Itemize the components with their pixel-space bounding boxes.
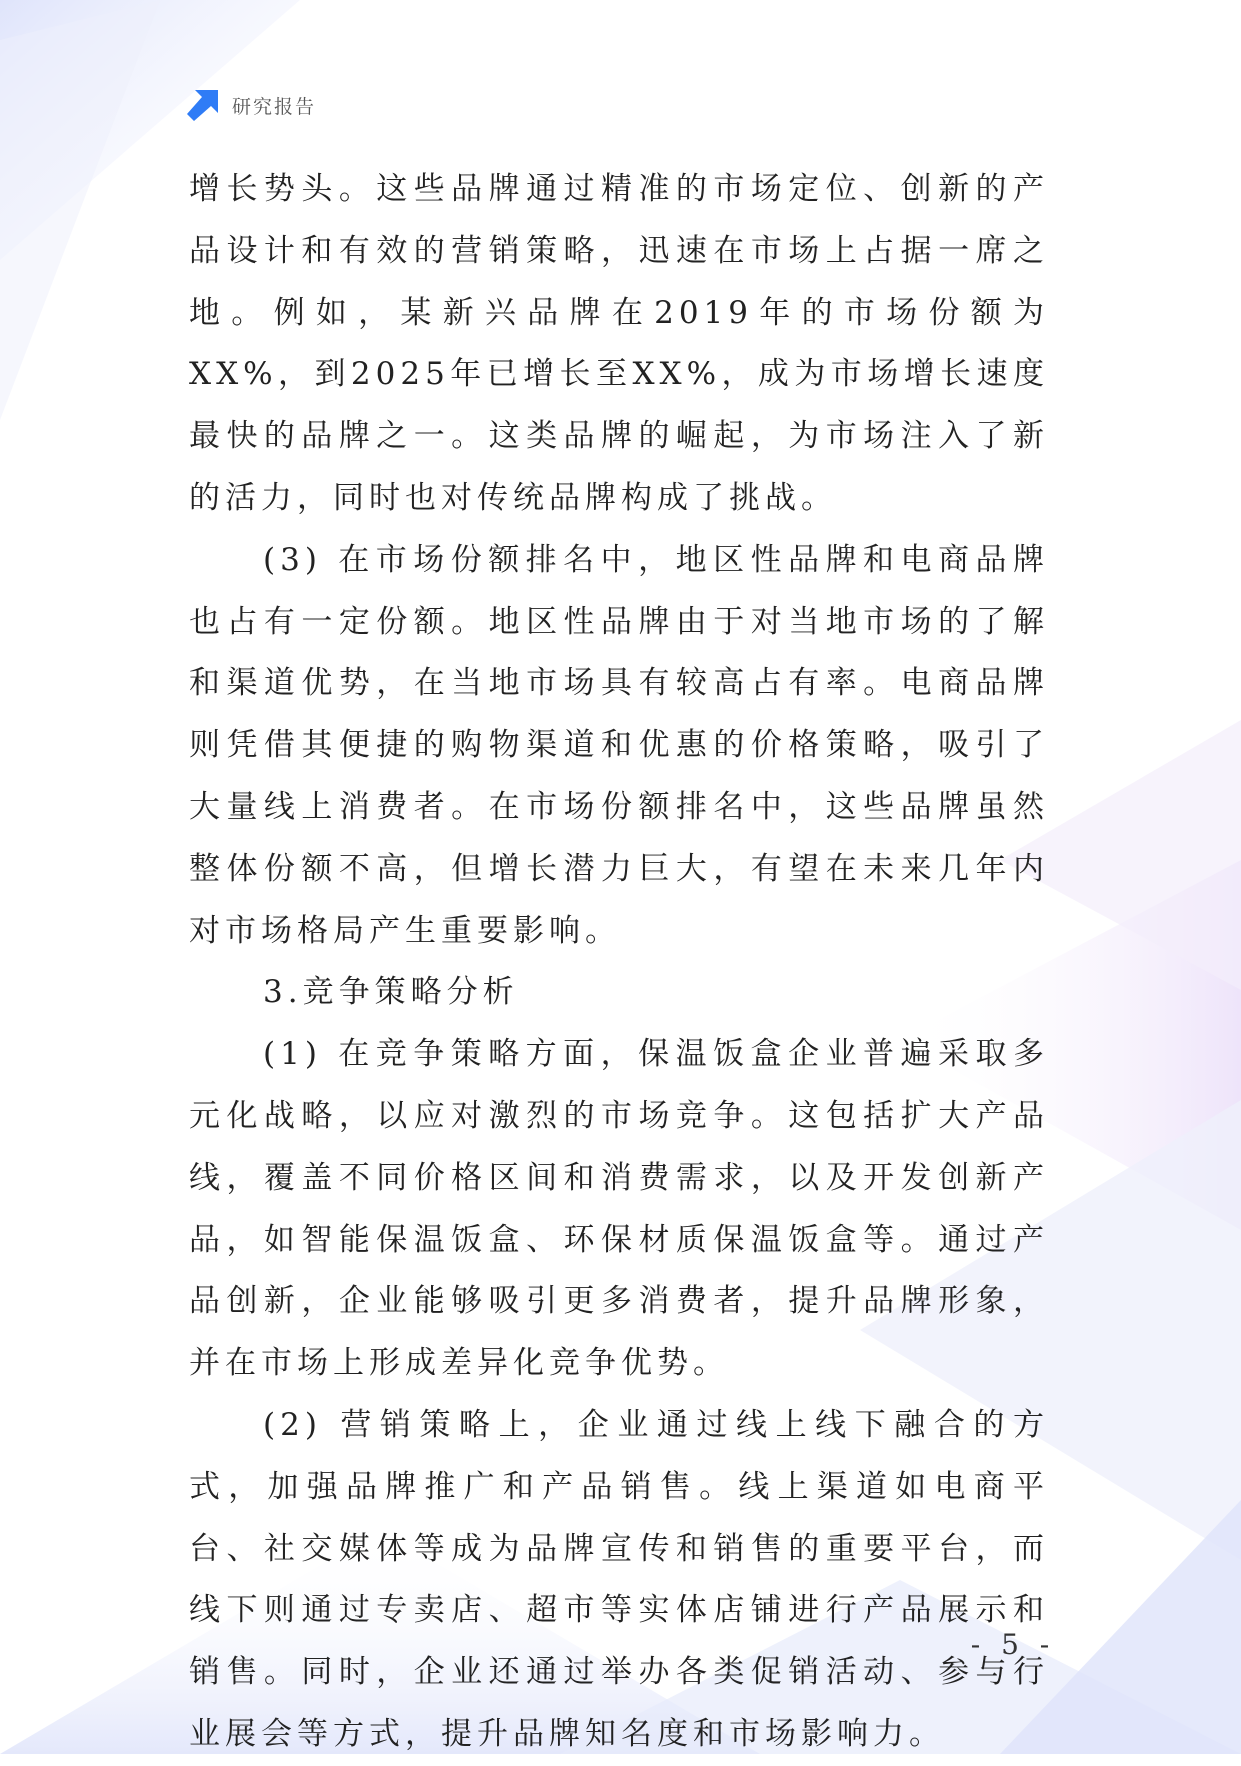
paragraph: (3) 在市场份额排名中，地区性品牌和电商品牌也占有一定份额。地区性品牌由于对当地市场的了解和渠道优势，在当地市场具有较高占有率。电商品牌则凭借其便捷的购物渠道和优惠的价格策略，吸引了大量线上消费者。在市场份额排名中，这些品牌虽然整体份额不高，但增长潜力巨大，有望在未来几年内对市场格局产生重要影响。: [189, 541, 1049, 949]
page-number: - 5 -: [970, 1628, 1056, 1661]
document-body: [189, 159, 1049, 1766]
section-heading: 3.竞争策略分析: [263, 974, 519, 1011]
arrow-up-right-icon: [186, 88, 220, 122]
paragraph: (1) 在竞争策略方面，保温饭盒企业普遍采取多元化战略，以应对激烈的市场竞争。这包括扩大产品线，覆盖不同价格区间和消费需求，以及开发创新产品，如智能保温饭盒、环保材质保温饭盒等。通过产品创新，企业能够吸引更多消费者，提升品牌形象，并在市场上形成差异化竞争优势。: [189, 1036, 1049, 1382]
paragraph: (2) 营销策略上，企业通过线上线下融合的方式，加强品牌推广和产品销售。线上渠道如电商平台、社交媒体等成为品牌宣传和销售的重要平台，而线下则通过专卖店、超市等实体店铺进行产品展示和销售。同时，企业还通过举办各类促销活动、参与行业展会等方式，提升品牌知名度和市场影响力。: [189, 1406, 1049, 1752]
header-title: 研究报告: [232, 95, 317, 118]
paragraph: 增长势头。这些品牌通过精准的市场定位、创新的产品设计和有效的营销策略，迅速在市场上占据一席之地。例如，某新兴品牌在2019年的市场份额为XX%，到2025年已增长至XX%，成为市场增长速度最快的品牌之一。这类品牌的崛起，为市场注入了新的活力，同时也对传统品牌构成了挑战。: [189, 171, 1049, 516]
report-header: [186, 88, 316, 122]
